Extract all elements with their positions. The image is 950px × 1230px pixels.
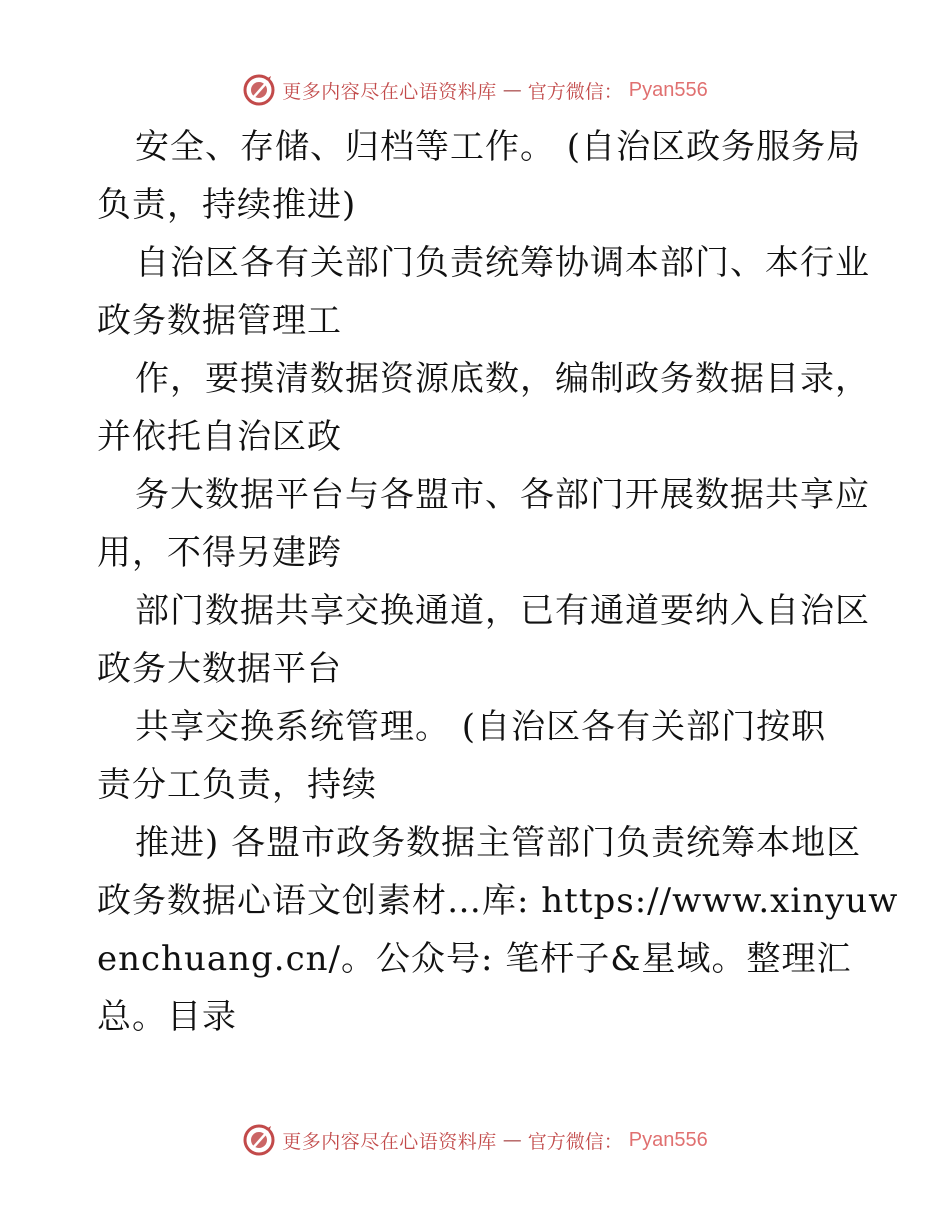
brand-dash: — (502, 79, 522, 101)
header-watermark (0, 72, 950, 108)
text-line: 部门数据共享交换通道，已有通道要纳入自治区 (135, 591, 870, 631)
brand-dash: — (502, 1129, 522, 1151)
text-line: 共享交换系统管理。 (自治区各有关部门按职 (135, 707, 827, 747)
text-line: 政务数据心语文创素材…库: https://www.xinyuw (97, 881, 899, 921)
text-line: 作，要摸清数据资源底数，编制政务数据目录， (135, 359, 870, 399)
library-text: 更多内容尽在心语资料库 (282, 80, 497, 103)
wechat-label: 官方微信： (527, 1130, 623, 1153)
wechat-label: 官方微信： (527, 80, 623, 103)
text-line: 责分工负责，持续 (97, 765, 377, 805)
text-line: 自治区各有关部门负责统筹协调本部门、本行业 (135, 243, 870, 283)
wechat-id: Pyan556 (628, 78, 708, 101)
text-line: 负责，持续推进) (97, 185, 357, 225)
brand-logo-icon (242, 1123, 276, 1157)
text-line: 安全、存储、归档等工作。 (自治区政务服务局 (135, 127, 862, 167)
text-line: 务大数据平台与各盟市、各部门开展数据共享应 (135, 475, 870, 515)
brand-logo-icon (242, 73, 276, 107)
text-line: 推进) 各盟市政务数据主管部门负责统筹本地区 (135, 823, 862, 863)
text-line: 总。目录 (97, 997, 237, 1037)
text-line: 用，不得另建跨 (97, 533, 342, 573)
wechat-id: Pyan556 (628, 1128, 708, 1151)
library-text: 更多内容尽在心语资料库 (282, 1130, 497, 1153)
text-line: 政务数据管理工 (97, 301, 342, 341)
document-body (97, 118, 899, 1046)
text-line: 并依托自治区政 (97, 417, 342, 457)
footer-watermark (0, 1122, 950, 1158)
text-line: 政务大数据平台 (97, 649, 342, 689)
text-line: enchuang.cn/。公众号: 笔杆子&星域。整理汇 (97, 939, 852, 979)
